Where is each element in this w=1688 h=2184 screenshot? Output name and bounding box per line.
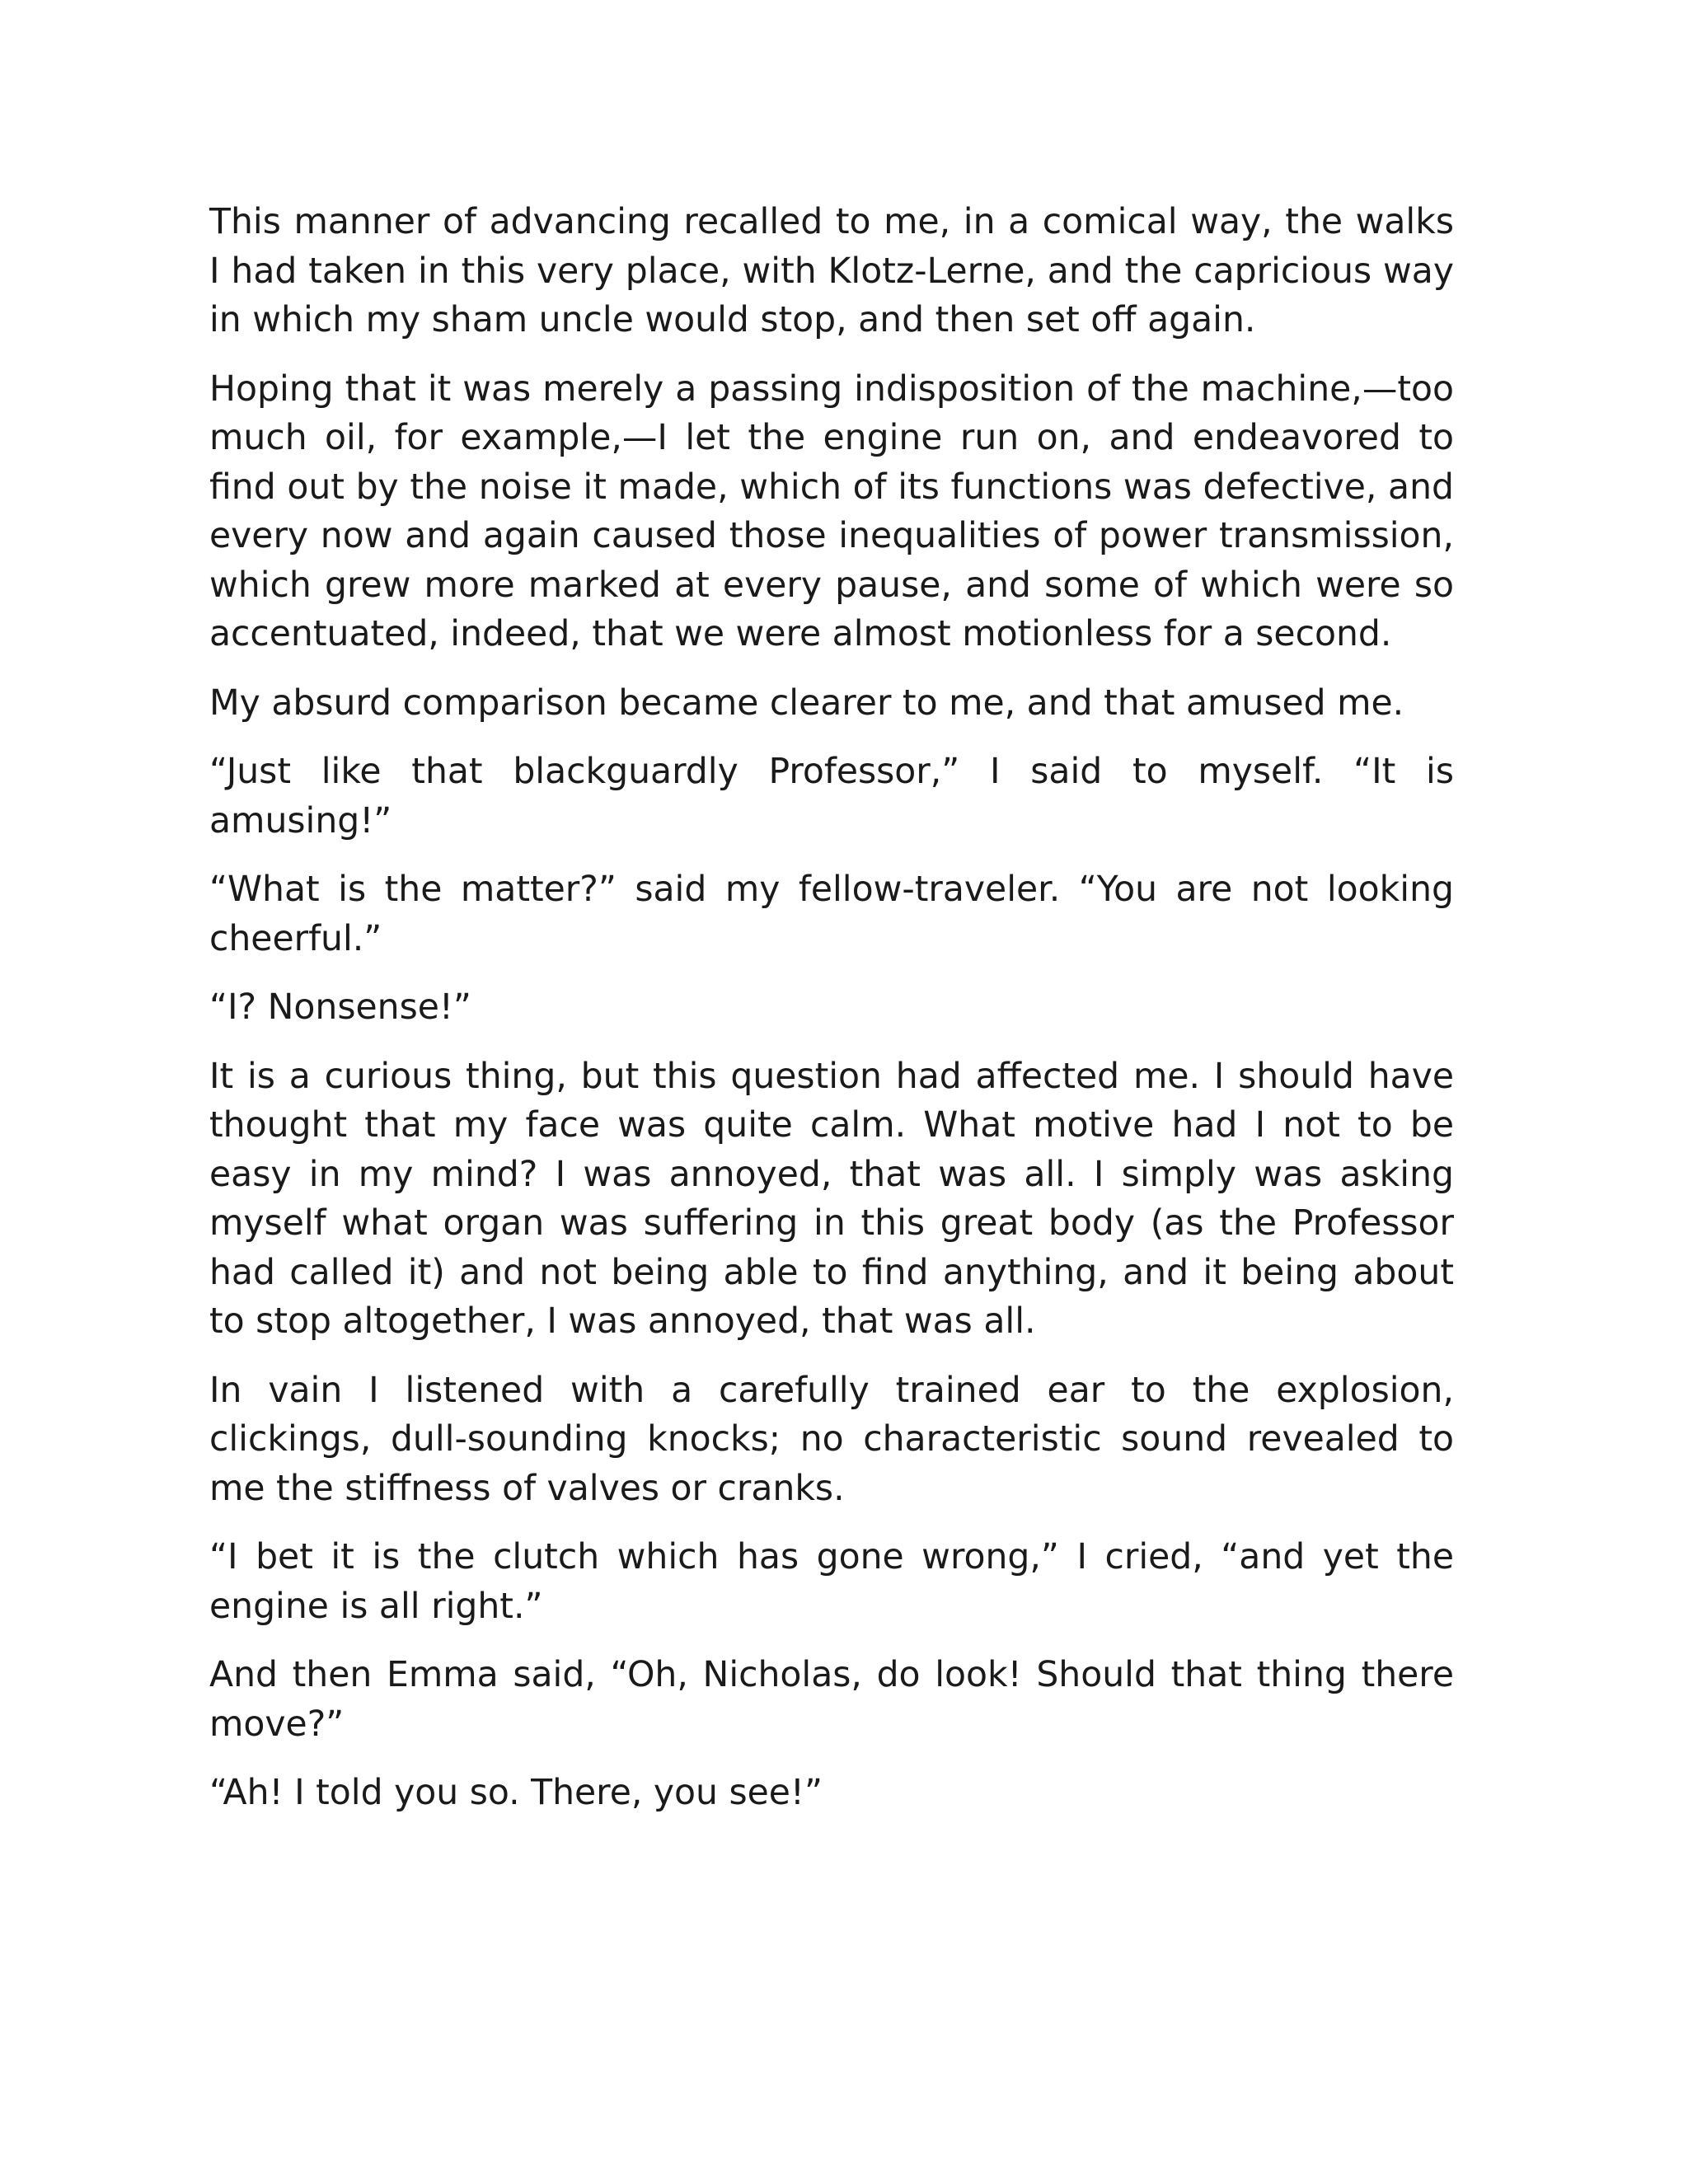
paragraph: “Just like that blackguardly Professor,” I said to myself. “It is amusing!”	[209, 752, 1454, 841]
paragraph: “I bet it is the clutch which has gone wrong,” I cried, “and yet the engine is all right.”	[209, 1537, 1454, 1627]
paragraph: It is a curious thing, but this question had affected me. I should have thought that my face was quite calm. What motive had I not to be easy in my mind? I was annoyed, that was all. I simply was asking myself what organ was suffering in this great body (as the Professor had called it) and not being able to find anything, and it being about to stop altogether, I was annoyed, that was all.	[209, 1056, 1454, 1342]
paragraph: And then Emma said, “Oh, Nicholas, do look! Should that thing there move?”	[209, 1655, 1454, 1745]
paragraph: “Ah! I told you so. There, you see!”	[209, 1773, 823, 1813]
paragraph: In vain I listened with a carefully trained ear to the explosion, clickings, dull-sounding knocks; no characteristic sound revealed to me the stiffness of valves or cranks.	[209, 1370, 1454, 1509]
page-body	[209, 198, 1454, 1838]
paragraph: My absurd comparison became clearer to me, and that amused me.	[209, 682, 1404, 724]
paragraph: “I? Nonsense!”	[209, 987, 471, 1028]
paragraph: This manner of advancing recalled to me, in a comical way, the walks I had taken in this very place, with Klotz-Lerne, and the capricious way in which my sham uncle would stop, and then set off again.	[209, 202, 1454, 340]
paragraph: Hoping that it was merely a passing indisposition of the machine,—too much oil, for example,—I let the engine run on, and endeavored to find out by the noise it made, which of its functions was defective, and every now and again caused those inequalities of power transmission, which grew more marked at every pause, and some of which were so accentuated, indeed, that we were almost motionless for a second.	[209, 368, 1454, 654]
paragraph: “What is the matter?” said my fellow-traveler. “You are not looking cheerful.”	[209, 869, 1454, 959]
